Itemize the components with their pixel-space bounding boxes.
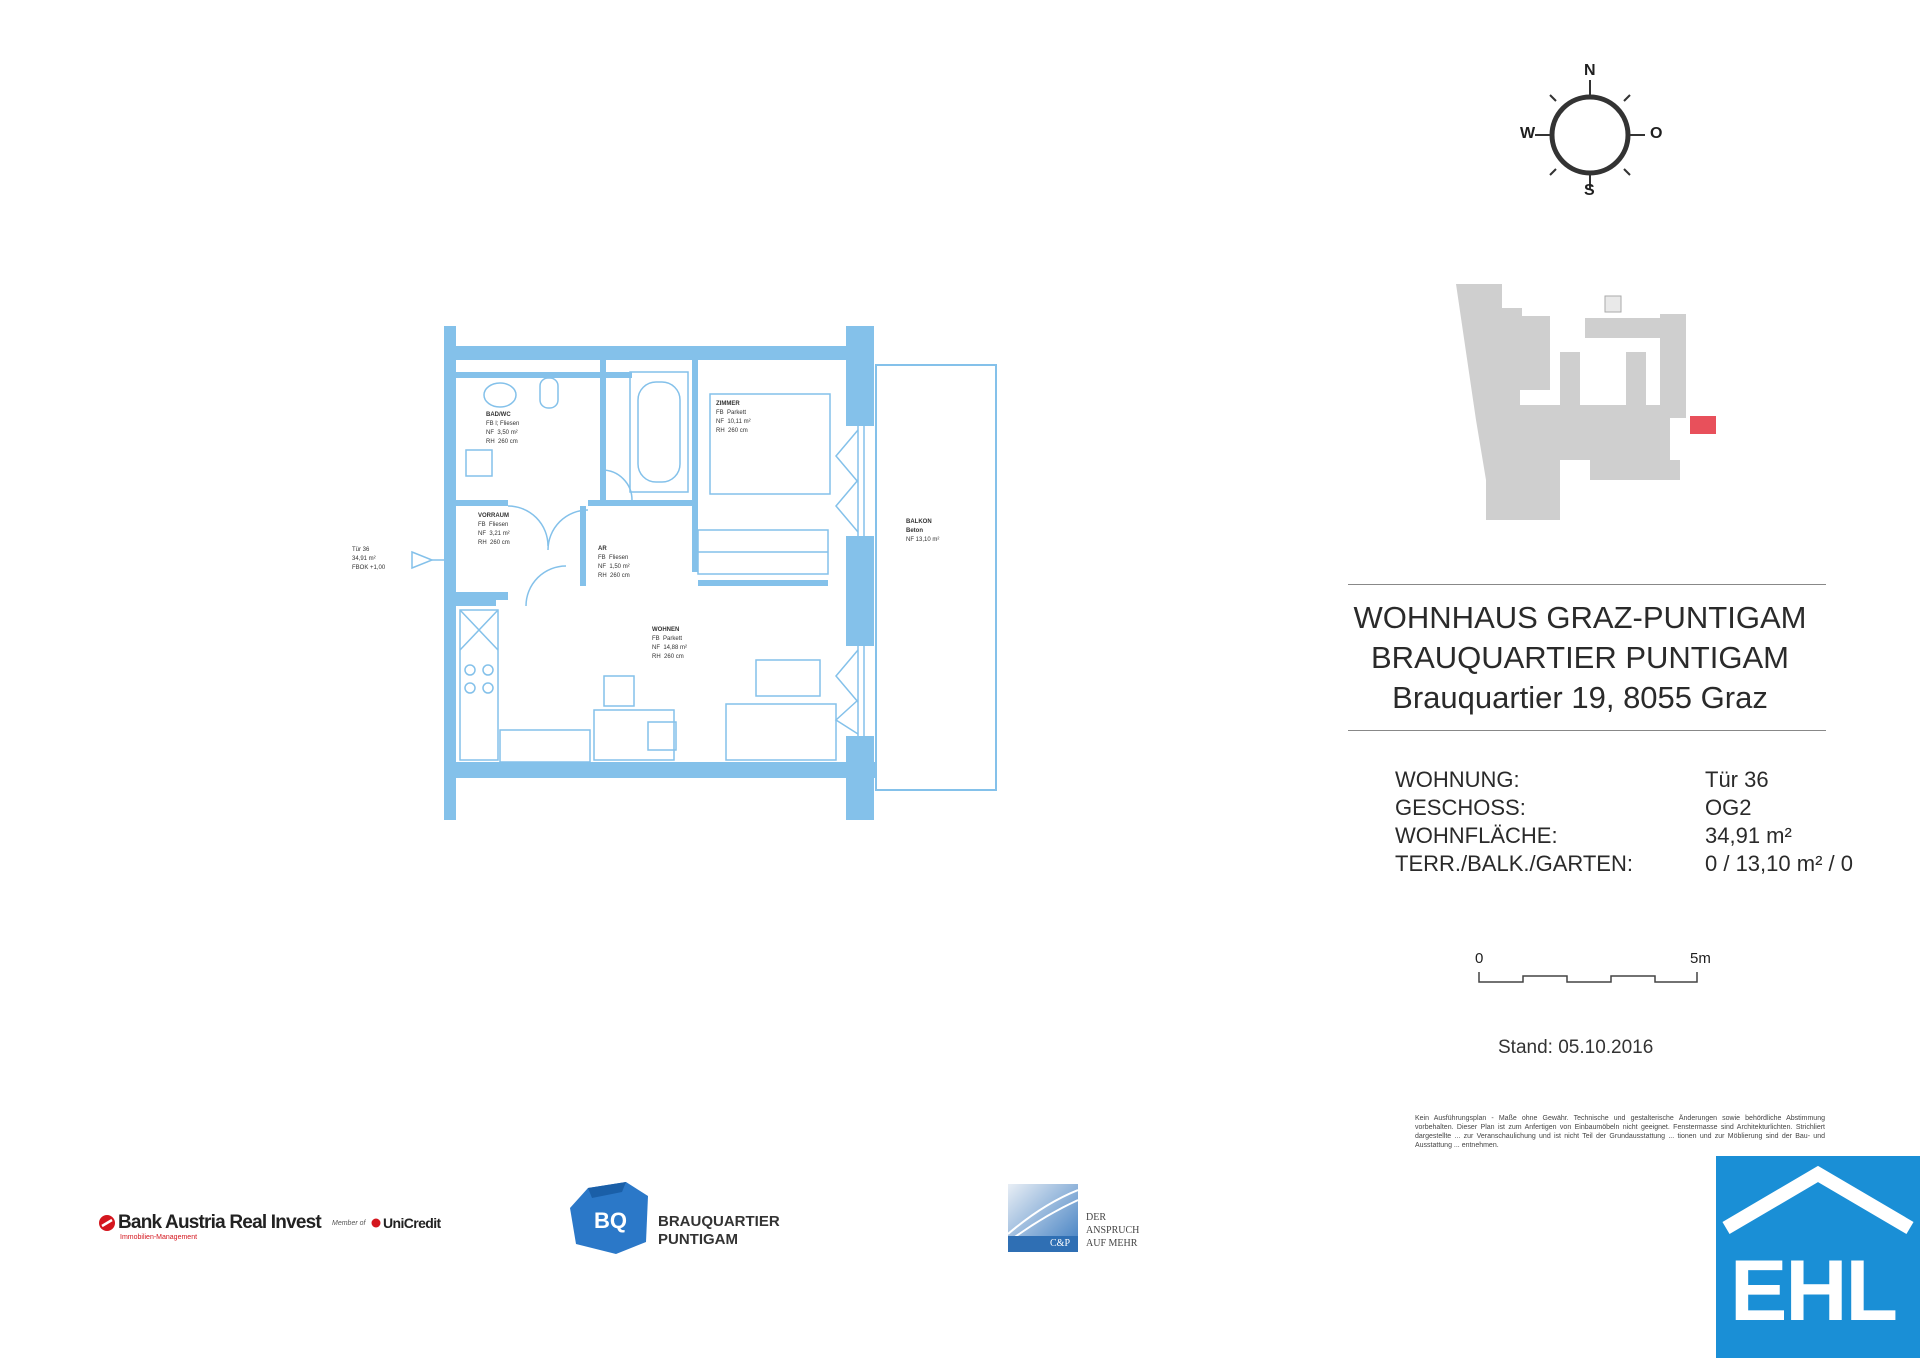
- info-label-wohnflaeche: WOHNFLÄCHE:: [1395, 823, 1558, 848]
- info-value-geschoss: OG2: [1705, 795, 1752, 820]
- room-ar-fb: FB: [598, 555, 606, 561]
- room-wohnen-fb-val: Parkett: [663, 636, 683, 642]
- cp-line1: DER: [1086, 1212, 1106, 1223]
- disclaimer: Kein Ausführungsplan - Maße ohne Gewähr. Technische und gestalterische Änderungen sowie behördliche Abstimmung vorbehalten. Dieser Plan ist zum Anfertigen von Einbaumöbeln nicht geeignet. Fenstermasse sind Architekturlichten. Strichliert dargestellte ... zur Veranschaulichung und ist nicht Teil der Grundausstattung ... tionen und zur Möblierung sind der Bau- und Ausstattung ... entnehmen.: [1415, 1115, 1825, 1149]
- compass-w: W: [1520, 125, 1536, 142]
- room-vorraum-rh-val: 260 cm: [490, 540, 510, 546]
- room-vorraum-nf-val: 3,21 m²: [489, 531, 510, 537]
- compass-n: N: [1584, 62, 1596, 79]
- room-bad-name: BAD/WC: [486, 412, 511, 418]
- project-address: Brauquartier 19, 8055 Graz: [1392, 680, 1768, 715]
- logo-brauquartier: [570, 1182, 810, 1256]
- info-value-wohnung: Tür 36: [1705, 767, 1769, 792]
- room-zimmer-fb: FB: [716, 410, 724, 416]
- room-wohnen-name: WOHNEN: [652, 627, 680, 633]
- room-bad-fb: FB: [486, 421, 494, 427]
- cp-mark: C&P: [1050, 1238, 1071, 1249]
- project-title-2: BRAUQUARTIER PUNTIGAM: [1371, 640, 1789, 675]
- room-bad-nf-val: 3,50 m²: [497, 430, 518, 436]
- scale-start: 0: [1475, 950, 1484, 967]
- room-zimmer-fb-val: Parkett: [727, 410, 747, 416]
- room-tuer-fbok: FBOK +1,00: [352, 565, 386, 571]
- room-wohnen: [652, 626, 687, 662]
- room-tuer-area: 34,91 m²: [352, 556, 376, 562]
- room-tuer-name: Tür 36: [352, 547, 370, 553]
- room-balkon: [906, 518, 939, 545]
- room-vorraum-fb: FB: [478, 522, 486, 528]
- room-vorraum-rh: RH: [478, 540, 487, 546]
- room-ar-name: AR: [598, 546, 607, 552]
- room-bad: BAD/WC FB l; Fliesen NF 3,50 m² RH 260 cm: [486, 412, 520, 445]
- info-label-terrasse: TERR./BALK./GARTEN:: [1395, 851, 1633, 876]
- unicredit-name: UniCredit: [383, 1215, 441, 1231]
- room-ar-rh: RH: [598, 573, 607, 579]
- divider-top: [1348, 584, 1826, 585]
- room-ar-nf-val: 1,50 m²: [609, 564, 630, 570]
- scale-end: 5m: [1690, 950, 1711, 967]
- room-vorraum-fb-val: Fliesen: [489, 522, 509, 528]
- room-balkon-material: Beton: [906, 528, 923, 534]
- bank-name: Bank Austria Real Invest: [118, 1212, 321, 1233]
- room-zimmer-nf: NF: [716, 419, 724, 425]
- project-title-1: WOHNHAUS GRAZ-PUNTIGAM: [1353, 600, 1807, 635]
- scale-bar: [1465, 950, 1735, 990]
- room-wohnen-rh-val: 260 cm: [664, 654, 684, 660]
- member-of: Member of: [332, 1220, 366, 1227]
- bq-line1: BRAUQUARTIER: [658, 1213, 780, 1230]
- bq-mark: BQ: [594, 1208, 627, 1233]
- room-ar: [598, 545, 630, 581]
- room-bad-rh: RH: [486, 439, 495, 445]
- floor-plan: [340, 320, 1020, 820]
- info-label-wohnung: WOHNUNG:: [1395, 767, 1520, 792]
- bank-austria-mark-icon: [98, 1214, 116, 1232]
- compass: [1510, 60, 1670, 210]
- room-wohnen-fb: FB: [652, 636, 660, 642]
- room-ar-fb-val: Fliesen: [609, 555, 629, 561]
- logo-cp: [1008, 1184, 1178, 1254]
- info-value-terrasse: 0 / 13,10 m² / 0: [1705, 851, 1853, 876]
- room-ar-rh-val: 260 cm: [610, 573, 630, 579]
- stand-date: Stand: 05.10.2016: [1498, 1037, 1654, 1058]
- room-balkon-nf: NF 13,10 m²: [906, 537, 940, 543]
- logo-bank-austria: [98, 1212, 458, 1252]
- divider-bottom: [1348, 730, 1826, 731]
- room-wohnen-rh: RH: [652, 654, 661, 660]
- compass-o: O: [1650, 125, 1663, 142]
- room-vorraum-name: VORRAUM: [478, 513, 509, 519]
- logo-ehl: [1716, 1156, 1920, 1358]
- room-bad-rh-val: 260 cm: [498, 439, 518, 445]
- room-wohnen-nf: NF: [652, 645, 660, 651]
- cp-line3: AUF MEHR: [1086, 1238, 1138, 1249]
- room-zimmer-name: ZIMMER: [716, 401, 740, 407]
- room-bad-fb-val: Fliesen: [500, 421, 520, 427]
- room-vorraum: [478, 512, 510, 548]
- room-zimmer-nf-val: 10,11 m²: [727, 419, 751, 425]
- cp-line2: ANSPRUCH: [1086, 1225, 1140, 1236]
- bq-line2: PUNTIGAM: [658, 1231, 738, 1248]
- room-bad-nf: NF: [486, 430, 494, 436]
- site-plan: [1450, 280, 1720, 520]
- room-zimmer-rh-val: 260 cm: [728, 428, 748, 434]
- room-balkon-name: BALKON: [906, 519, 932, 525]
- room-ar-nf: NF: [598, 564, 606, 570]
- unicredit-mark-icon: [371, 1218, 381, 1228]
- info-value-wohnflaeche: 34,91 m²: [1705, 823, 1792, 848]
- bank-sub: Immobilien-Management: [120, 1234, 198, 1241]
- room-zimmer-rh: RH: [716, 428, 725, 434]
- room-wohnen-nf-val: 14,88 m²: [663, 645, 688, 651]
- room-zimmer: [716, 400, 751, 436]
- room-vorraum-nf: NF: [478, 531, 486, 537]
- ehl-text: EHL: [1730, 1243, 1896, 1339]
- apartment-highlight: [1690, 416, 1716, 434]
- room-tuer: [352, 546, 385, 573]
- compass-s: S: [1584, 182, 1595, 199]
- info-label-geschoss: GESCHOSS:: [1395, 795, 1526, 820]
